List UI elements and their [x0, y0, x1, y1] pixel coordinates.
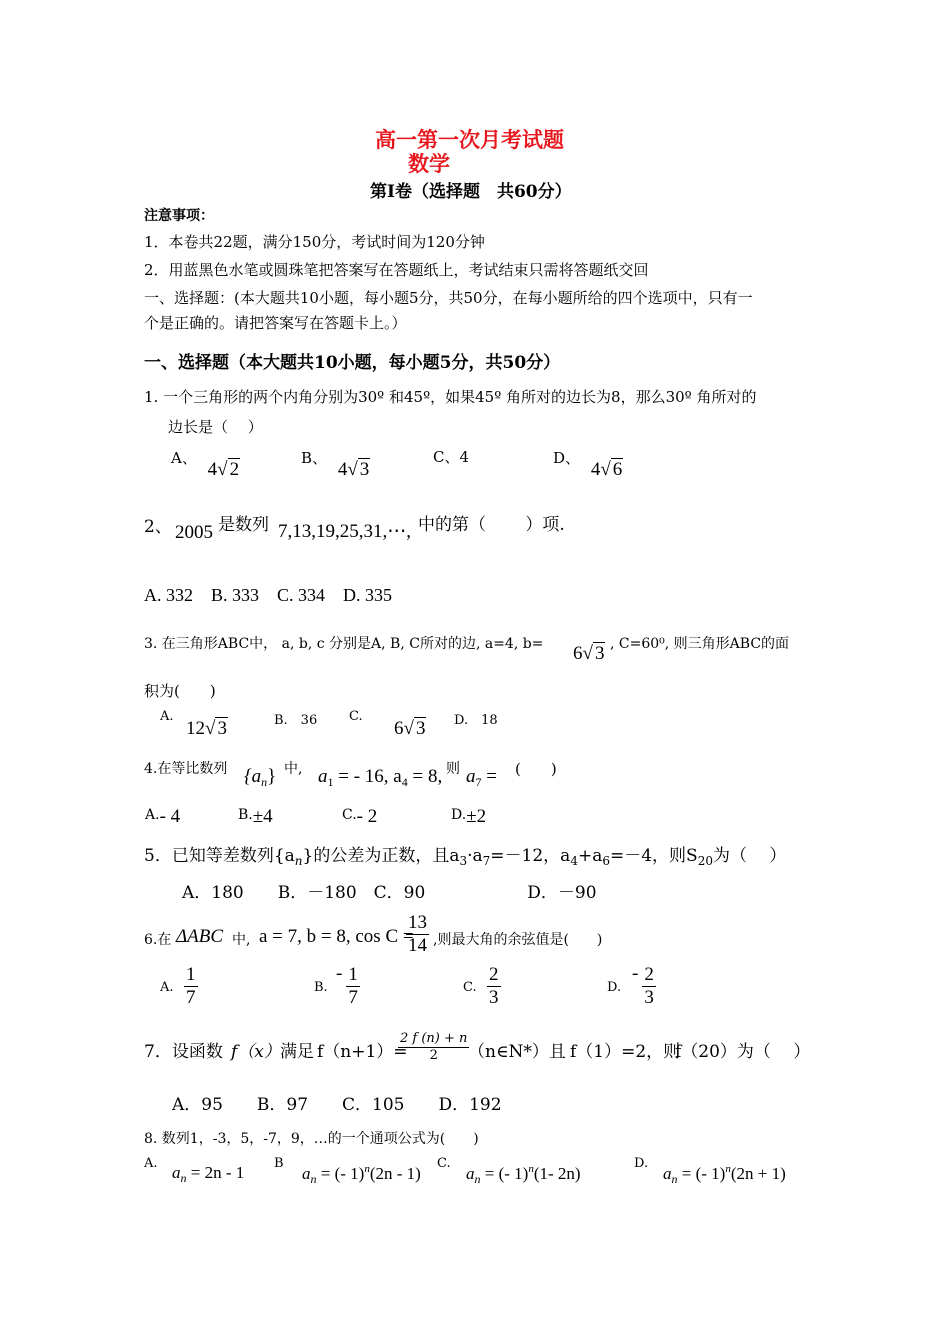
q1-option-c[interactable]: C、4	[433, 448, 470, 466]
q6-option-c-value: $\frac{2}{3}$	[489, 964, 499, 1008]
q3-option-a-value: 12√ 3	[186, 718, 227, 739]
q7-fraction: $\frac{2 f (n) + n}{2}$	[400, 1031, 468, 1063]
q6-option-b-value: - $\frac{1}{7}$	[336, 963, 358, 1008]
exam-title: 高一第一次月考试题	[375, 127, 564, 152]
q4-prefix: 4.在等比数列	[144, 761, 228, 777]
q3-option-a-label[interactable]: A.	[160, 709, 174, 724]
q7-options[interactable]: A．95 B．97 C．105 D．192	[172, 1095, 502, 1115]
q6-option-a-label[interactable]: A.	[160, 980, 174, 995]
note-2: 2．用蓝黑色水笔或圆珠笔把答案写在答题纸上，考试结束只需将答题纸交回	[144, 261, 649, 279]
q1-option-a[interactable]	[171, 446, 240, 480]
note-1: 1．本卷共22题，满分150分，考试时间为120分钟	[144, 233, 485, 251]
section-title: 一、选择题（本大题共10小题，每小题5分，共50分）	[144, 353, 561, 373]
q4-option-d[interactable]: D.±2	[451, 806, 487, 827]
q7-text-3: （n∈N*）且	[468, 1042, 566, 1062]
q1-option-b[interactable]	[301, 446, 370, 480]
q7-fx: f（x）	[231, 1042, 281, 1062]
q3-option-d[interactable]: D. 18	[454, 713, 498, 728]
q8-option-b-label[interactable]: B	[274, 1156, 284, 1171]
q6-mid: 中,	[232, 932, 251, 948]
q4-option-c[interactable]: C.- 2	[342, 806, 378, 827]
q1-option-a-value: 4√ 2	[207, 459, 240, 480]
q6-suffix: ,则最大角的余弦值是( )	[433, 932, 603, 948]
q4-mid: 中,	[284, 761, 303, 777]
q7-f20: f（20）为（ ）	[675, 1042, 811, 1062]
instruction-line-2: 个是正确的。请把答案写在答题卡上。）	[144, 314, 407, 332]
q5-options[interactable]: A．180 B．－180 C．90 D．－90	[182, 883, 597, 903]
q4-then: 则	[446, 761, 460, 777]
q2-prefix: 2、	[144, 517, 172, 537]
part-title: 第Ⅰ卷（选择题 共60分）	[370, 182, 572, 202]
q1-option-d-label: D、	[553, 449, 581, 467]
q7-fn1: f（n+1）=	[317, 1042, 408, 1062]
q3-line-1a: 3. 在三角形ABC中， a, b, c 分别是A, B, C所对的边, a=4, b=	[144, 636, 544, 652]
q3-option-b[interactable]: B. 36	[274, 713, 318, 728]
q2-suffix: 中的第（ ）项.	[418, 515, 565, 535]
q4-paren: ( )	[515, 760, 557, 778]
q8-option-b-value: $a_n$ = (- 1)$^n$(2n - 1)	[302, 1163, 421, 1186]
q4-option-b[interactable]: B.±4	[238, 806, 273, 827]
q1-option-a-label: A、	[171, 449, 197, 467]
q3-b-value: 6√ 3	[573, 643, 605, 664]
q7-text-1: 7．设函数	[144, 1042, 223, 1062]
q4-target: $a_7$ =	[466, 766, 497, 789]
q6-option-d-label[interactable]: D.	[607, 980, 622, 995]
q6-option-d-value: - $\frac{2}{3}$	[632, 963, 654, 1008]
exam-subject: 数学	[408, 151, 450, 176]
q6-option-a-value: $\frac{1}{7}$	[186, 964, 196, 1008]
q6-triangle: ΔABC	[176, 926, 224, 947]
q1-option-b-label: B、	[301, 449, 328, 467]
q4-option-a[interactable]: A.- 4	[145, 806, 181, 827]
q2-sequence: 7,13,19,25,31,⋯,	[278, 521, 411, 542]
q8-question: 8. 数列1，-3，5，-7，9，…的一个通项公式为( )	[144, 1131, 479, 1147]
q1-line-2: 边长是（ ）	[168, 418, 263, 436]
q8-option-d-label[interactable]: D.	[634, 1156, 649, 1171]
q1-option-d-value: 4√ 6	[590, 459, 623, 480]
q6-fraction: $\frac{13}{14}$	[408, 912, 427, 956]
q8-option-c-label[interactable]: C.	[437, 1156, 451, 1171]
notes-heading: 注意事项：	[144, 208, 214, 224]
q7-f1: f（1）=2，则	[570, 1042, 681, 1062]
q8-option-d-value: $a_n$ = (- 1)$^n$(2n + 1)	[663, 1163, 786, 1186]
q2-options[interactable]: A. 332 B. 333 C. 334 D. 335	[144, 585, 393, 605]
q6-condition: a = 7, b = 8, cos C =	[259, 926, 414, 947]
q2-mid: 是数列	[218, 515, 269, 535]
q1-line-1: 1. 一个三角形的两个内角分别为30º 和45º，如果45º 角所对的边长为8，那么30º 角所对的	[144, 388, 757, 406]
q6-option-c-label[interactable]: C.	[463, 980, 477, 995]
q5-question: 5．已知等差数列$\{a_n\}$的公差为正数，且$a_3\cdot a_7=-12$，$a_4+a_6=-4$，则$S_{20}$为（ ）	[144, 846, 787, 868]
q6-prefix: 6.在	[144, 932, 172, 948]
q6-option-b-label[interactable]: B.	[314, 980, 328, 995]
q8-option-a-value: $a_n = 2n - 1$	[172, 1163, 245, 1185]
instruction-line-1: 一、选择题：(本大题共10小题，每小题5分，共50分，在每小题所给的四个选项中，只有一	[144, 289, 753, 307]
q1-option-b-value: 4√ 3	[337, 459, 370, 480]
q3-option-c-label[interactable]: C.	[349, 709, 363, 724]
q3-line-1b: , C=60⁰, 则三角形ABC的面	[610, 636, 790, 652]
q7-text-2: 满足	[280, 1042, 314, 1062]
q2-number: 2005	[175, 522, 213, 543]
q8-option-a-label[interactable]: A.	[144, 1156, 158, 1171]
q1-option-d[interactable]	[553, 446, 623, 480]
q8-option-c-value: $a_n$ = (- 1)$^n$(1- 2n)	[466, 1163, 581, 1186]
q4-sequence: $\{a_n\}$	[244, 766, 277, 789]
q3-option-c-value: 6√ 3	[394, 718, 426, 739]
q4-conditions: $a_1$ = - 16, $a_4 = 8$,	[318, 766, 443, 789]
q3-line-2: 积为( )	[144, 682, 216, 700]
